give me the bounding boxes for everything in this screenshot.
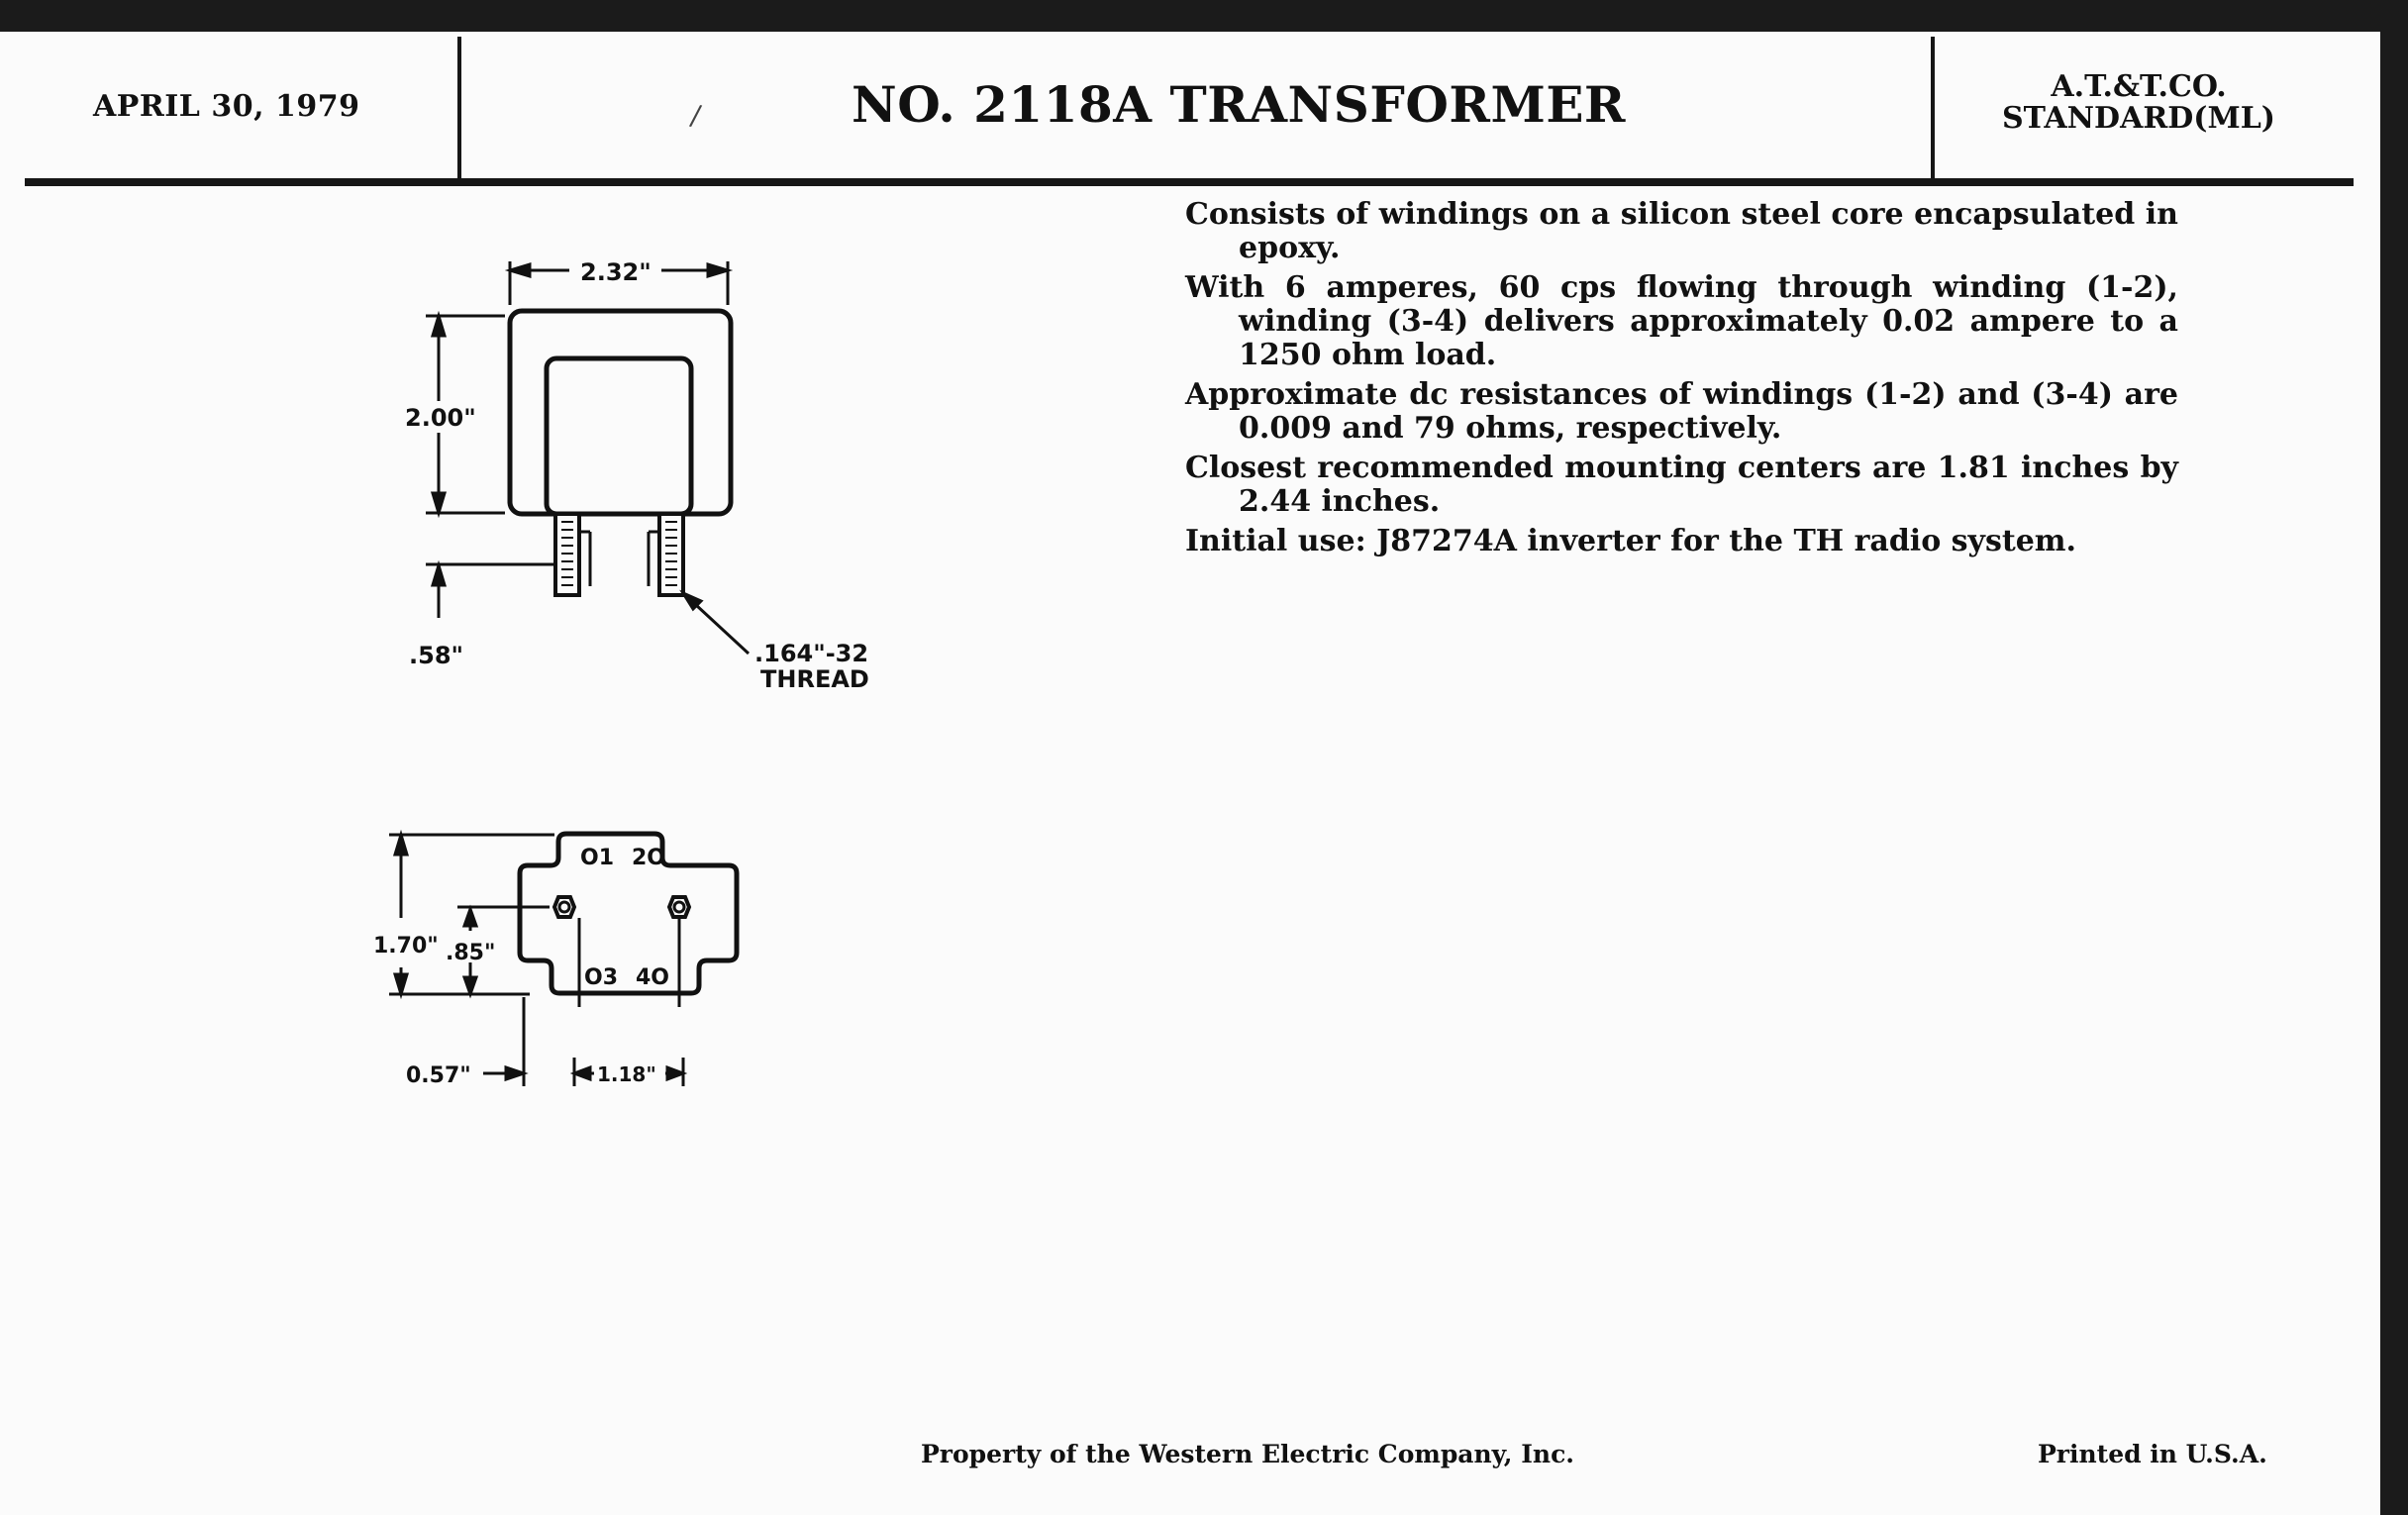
stud-length-label: .58" [409,642,464,669]
description-paragraph: Consists of windings on a silicon steel core encapsulated in epoxy. [1185,197,2178,265]
standard-line-1: A.T.&T.CO. [2051,69,2227,104]
offset-label: 0.57" [406,1063,471,1088]
thread-spec-label: .164"-32 [754,640,869,667]
terminal-4-label: 4O [636,965,670,990]
terminal-2-label: 2O [632,846,666,870]
transformer-body [510,311,731,514]
description-paragraph: Closest recommended mounting centers are 1.81 inches by 2.44 inches. [1185,451,2178,519]
thread-leader [683,593,749,654]
terminal-3-label: O3 [584,965,619,990]
terminal-nut-left [554,897,574,917]
bottom-height-label: 1.70" [373,934,439,959]
offset-dimension [483,997,524,1086]
height-label: 2.00" [405,404,476,432]
bottom-half-height-label: .85" [446,941,496,965]
width-label: 2.32" [580,258,652,286]
footer-property: Property of the Western Electric Company, Inc. [921,1440,1575,1468]
description-paragraph: Initial use: J87274A inverter for the TH radio system. [1185,524,2076,558]
mounting-stud-left [555,514,590,595]
standard-line-2: STANDARD(ML) [2002,101,2275,136]
thread-label: THREAD [760,665,869,693]
header-date: APRIL 30, 1979 [93,89,360,124]
description-paragraph: Approximate dc resistances of windings (1-2) and (3-4) are 0.009 and 79 ohms, respectively. [1185,377,2178,446]
bottom-view-outline [520,834,737,993]
description-paragraph: With 6 amperes, 60 cps flowing through winding (1-2), winding (3-4) delivers approximately 0.02 ampere to a 1250 ohm load. [1185,270,2178,372]
footer-printed: Printed in U.S.A. [2038,1440,2267,1468]
page-title: NO. 2118A TRANSFORMER [852,75,1626,134]
side-view-drawing [0,32,2380,1515]
spacing-label: 1.18" [597,1062,656,1086]
header-slash-mark: / [688,98,704,133]
terminal-nut-right [669,897,689,917]
stud-length-dimension [426,564,555,618]
transformer-recess [547,358,691,514]
mounting-stud-right [649,514,683,595]
spec-sheet [0,32,2380,1515]
bottom-view-drawing [373,834,737,1088]
terminal-1-label: O1 [580,846,615,870]
